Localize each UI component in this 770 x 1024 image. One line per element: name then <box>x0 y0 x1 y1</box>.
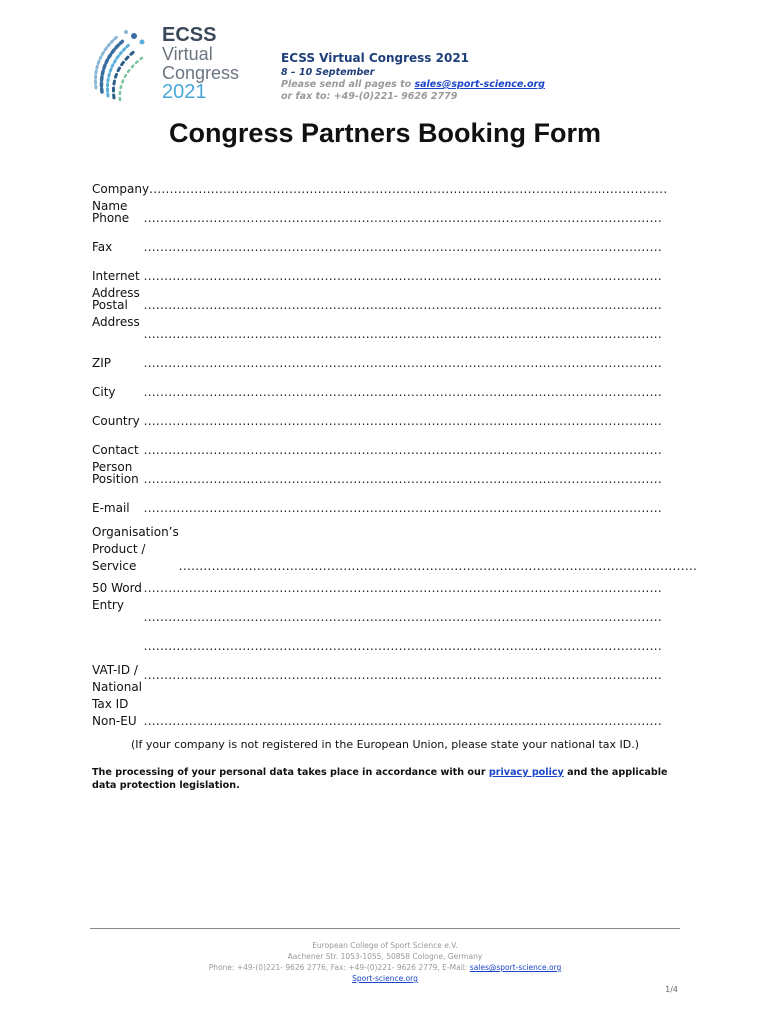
form-row-fax <box>92 239 662 268</box>
vat-note: (If your company is not registered in the European Union, please state your national tax ID.) <box>130 738 640 751</box>
city-label: City <box>92 385 116 399</box>
phone-field[interactable]: .............................................................................................................................. <box>143 211 662 225</box>
form-row-city <box>92 384 662 413</box>
form-row-position <box>92 471 662 500</box>
email-label: E-mail <box>92 501 130 515</box>
footer-address: Aachener Str. 1053-1055, 50858 Cologne, Germany <box>287 952 483 961</box>
page-title: Congress Partners Booking Form <box>168 118 602 148</box>
congress-title: ECSS Virtual Congress 2021 <box>281 51 470 65</box>
form-row-postal-address <box>92 297 662 329</box>
form-row-product-service <box>92 525 698 575</box>
form-row-company-name <box>92 181 668 213</box>
logo-line-virtual: Virtual <box>162 44 213 64</box>
contact-person-field[interactable]: .............................................................................................................................. <box>143 443 662 457</box>
word-entry-field-line-4[interactable]: .............................................................................................................................. <box>143 668 662 682</box>
internet-address-field[interactable]: .............................................................................................................................. <box>143 269 662 283</box>
vat-id-label-line-2: Tax ID Non-EU <box>92 697 137 728</box>
form-row-contact-person <box>92 442 662 474</box>
form-row-word-entry-3 <box>92 638 662 667</box>
form-row-internet-address <box>92 268 662 300</box>
send-prefix: Please send all pages to <box>281 79 415 90</box>
vat-id-label <box>92 662 144 730</box>
privacy-text-after: and the applicable data protection legislation. <box>92 767 668 791</box>
logo-line-congress: Congress <box>162 63 240 83</box>
form-row-zip <box>92 355 662 384</box>
privacy-text-before: The processing of your personal data takes place in accordance with our <box>92 767 489 778</box>
congress-dates: 8 – 10 September <box>281 67 375 78</box>
footer-contact <box>0 962 770 973</box>
sales-email-link[interactable]: sales@sport-science.org <box>414 79 545 90</box>
logo-swirl-icon <box>88 28 158 104</box>
contact-person-label: Contact Person <box>92 443 139 474</box>
word-entry-field-line-2[interactable]: .............................................................................................................................. <box>143 610 662 624</box>
postal-address-field[interactable]: .............................................................................................................................. <box>143 298 662 312</box>
footer-divider <box>90 928 680 929</box>
phone-label: Phone <box>92 211 130 225</box>
form-row-country <box>92 413 662 442</box>
company-name-field[interactable]: .............................................................................................................................. <box>149 182 668 196</box>
form-row-word-entry-2 <box>92 609 662 638</box>
product-service-label <box>92 524 179 575</box>
word-entry-field-line-3[interactable]: .............................................................................................................................. <box>143 639 662 653</box>
footer-org: European College of Sport Science e.V. <box>312 941 458 950</box>
postal-address-field-line-2[interactable]: .............................................................................................................................. <box>143 327 662 341</box>
footer-website-link[interactable]: Sport-science.org <box>352 974 418 983</box>
header-block <box>281 50 545 103</box>
zip-field[interactable]: .............................................................................................................................. <box>143 356 662 370</box>
product-service-label-line-1: Organisation’s <box>92 525 179 539</box>
vat-id-label-line-1: VAT-ID / National <box>92 663 143 694</box>
form-row-vat-id <box>92 663 662 730</box>
product-service-field[interactable]: .............................................................................................................................. <box>178 559 698 573</box>
booking-form <box>92 181 698 730</box>
form-row-word-entry-4 <box>92 667 662 696</box>
company-name-label: Company Name <box>92 182 150 213</box>
form-row-phone <box>92 210 662 239</box>
word-entry-field[interactable]: .............................................................................................................................. <box>143 581 662 595</box>
logo-line-ecss: ECSS <box>162 24 217 46</box>
position-label: Position <box>92 472 139 486</box>
footer-email-link[interactable]: sales@sport-science.org <box>469 963 562 972</box>
fax-label: Fax <box>92 240 113 254</box>
country-label: Country <box>92 414 140 428</box>
footer <box>0 940 770 984</box>
send-instructions <box>281 79 545 91</box>
email-field[interactable]: .............................................................................................................................. <box>143 501 662 515</box>
page-number: 1/4 <box>665 985 678 994</box>
ecss-logo <box>88 24 248 104</box>
footer-contact-prefix: Phone: +49-(0)221- 9626 2776, Fax: +49-(0)221- 9626 2779, E-Mail: <box>208 963 470 972</box>
vat-id-field[interactable]: .............................................................................................................................. <box>143 714 662 728</box>
product-service-label-line-2: Product / Service <box>92 542 146 573</box>
zip-label: ZIP <box>92 356 111 370</box>
country-field[interactable]: .............................................................................................................................. <box>143 414 662 428</box>
form-row-word-entry <box>92 580 662 612</box>
city-field[interactable]: .............................................................................................................................. <box>143 385 662 399</box>
fax-field[interactable]: .............................................................................................................................. <box>143 240 662 254</box>
fax-instructions: or fax to: +49-(0)221- 9626 2779 <box>281 91 458 102</box>
privacy-policy-link[interactable]: privacy policy <box>488 767 564 778</box>
position-field[interactable]: .............................................................................................................................. <box>143 472 662 486</box>
postal-address-label: Postal Address <box>92 298 140 329</box>
logo-line-year: 2021 <box>162 81 207 103</box>
internet-address-label: Internet Address <box>92 269 140 300</box>
word-entry-label: 50 Word Entry <box>92 581 142 612</box>
form-row-postal-address-2 <box>92 326 662 355</box>
privacy-statement <box>92 766 682 792</box>
